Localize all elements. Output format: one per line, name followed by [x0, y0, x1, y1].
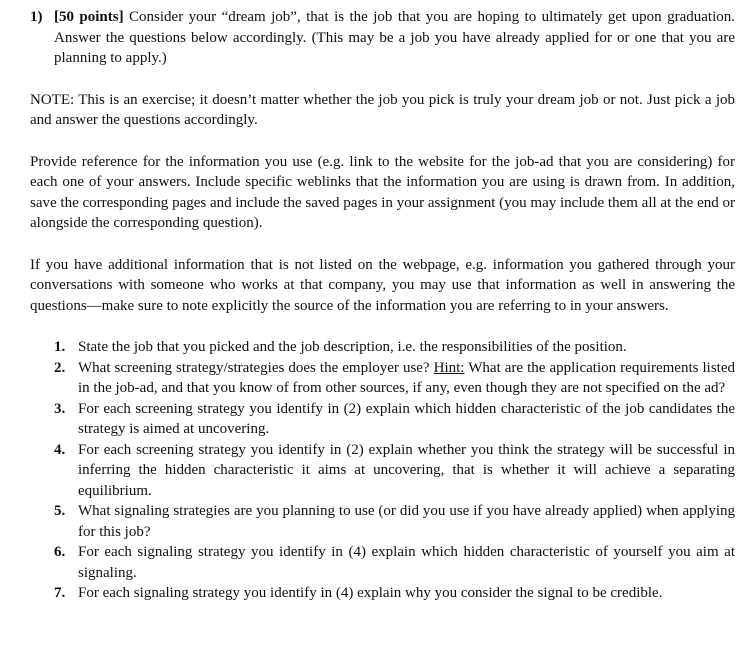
- question-number: 1): [30, 9, 43, 25]
- list-item: [30, 399, 735, 440]
- list-item: [30, 542, 735, 583]
- question-header: [30, 7, 735, 69]
- list-item-text-pre: What screening strategy/strategies does the employer use?: [78, 359, 434, 376]
- list-item: [30, 583, 735, 604]
- list-item: [30, 501, 735, 542]
- list-item: [30, 358, 735, 399]
- list-item: [30, 440, 735, 502]
- list-item: [30, 337, 735, 358]
- question-prompt-block: [54, 7, 735, 69]
- list-item-text: For each screening strategy you identify in (2) explain which hidden characteristic of the job candidates the strategy is aimed at uncovering.: [78, 400, 735, 437]
- list-item-text: For each signaling strategy you identify in (4) explain which hidden characteristic of yourself you aim at signaling.: [78, 544, 735, 581]
- list-item-number: 1.: [54, 339, 66, 355]
- list-item-text: [78, 358, 735, 399]
- list-item-number: 2.: [54, 359, 66, 376]
- hint-label: Hint:: [433, 359, 465, 376]
- question-prompt: Consider your “dream job”, that is the job that you are hoping to ultimately get upon graduation. Answer the questions below accordingly. (This may be a job you have already applied for or one that you are planning to apply.): [54, 9, 735, 66]
- additional-info-paragraph: If you have additional information that is not listed on the webpage, e.g. information you gathered through your conversations with someone who works at that company, you may use that information as well in answering the questions—make sure to note explicitly the source of the information you are referring to in your answers.: [30, 256, 735, 314]
- list-item-text-post: What are the application requirements listed in the job-ad, and that you know of from other sources, if any, even though they are not specified on the ad?: [78, 359, 735, 396]
- list-item-number: 6.: [54, 544, 66, 560]
- list-item-text: For each screening strategy you identify in (2) explain whether you think the strategy will be successful in inferring the hidden characteristic it aims at uncovering, that is whether it will achieve a separating equilibrium.: [78, 441, 735, 499]
- list-item-text: For each signaling strategy you identify in (4) explain why you consider the signal to be credible.: [78, 585, 663, 601]
- reference-paragraph: Provide reference for the information you use (e.g. link to the website for the job-ad that you are considering) for each one of your answers. Include specific weblinks that the information you are using is drawn from. In addition, save the corresponding pages and include the saved pages in your assignment (you may include them all at the end or alongside the corresponding question).: [30, 153, 735, 231]
- list-item-number: 5.: [54, 503, 66, 519]
- list-item-number: 3.: [54, 400, 66, 417]
- question-points: [50 points]: [54, 9, 124, 25]
- list-item-text: State the job that you picked and the job description, i.e. the responsibilities of the position.: [78, 339, 627, 355]
- list-item-number: 4.: [54, 441, 66, 458]
- list-item-number: 7.: [54, 585, 66, 601]
- question-list: [30, 337, 735, 604]
- note-paragraph: NOTE: This is an exercise; it doesn’t matter whether the job you pick is truly your dream job or not. Just pick a job and answer the questions accordingly.: [30, 91, 735, 128]
- list-item-text: What signaling strategies are you planning to use (or did you use if you have already applied) when applying for this job?: [78, 503, 735, 540]
